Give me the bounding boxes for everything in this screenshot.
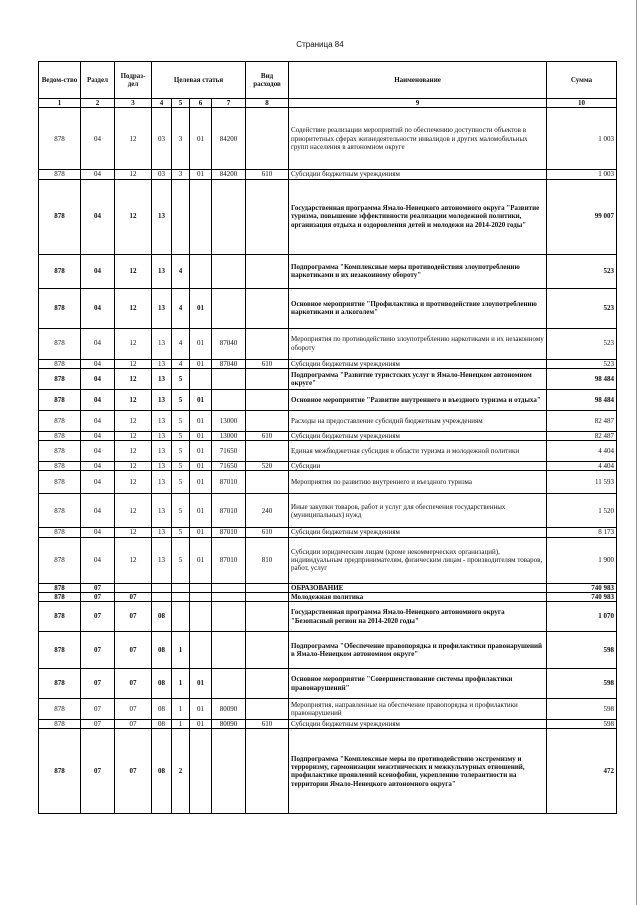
razdel-cell: 07 xyxy=(81,699,115,720)
name-cell: Субсидии xyxy=(289,462,547,471)
ts-program-cell: 13 xyxy=(152,254,172,288)
ts-subprogram-cell: 5 xyxy=(172,528,190,537)
razdel-cell: 04 xyxy=(81,254,115,288)
table-row xyxy=(39,699,617,720)
sum-cell: 1 003 xyxy=(547,108,617,170)
col-number: 6 xyxy=(190,99,212,108)
vedomstvo-cell: 878 xyxy=(39,170,81,179)
ts-subprogram-cell: 1 xyxy=(172,699,190,720)
podrazdel-cell: 12 xyxy=(115,431,152,440)
expense-type-cell xyxy=(246,602,289,632)
podrazdel-cell: 07 xyxy=(115,669,152,699)
table-row xyxy=(39,431,617,440)
ts-event-cell xyxy=(190,592,212,601)
ts-event-cell: 01 xyxy=(190,528,212,537)
sum-cell: 740 983 xyxy=(547,592,617,601)
podrazdel-cell: 07 xyxy=(115,592,152,601)
ts-event-cell: 01 xyxy=(190,471,212,494)
ts-subprogram-cell: 5 xyxy=(172,441,190,462)
ts-event-cell: 01 xyxy=(190,410,212,431)
ts-event-cell: 01 xyxy=(190,462,212,471)
sum-cell: 11 593 xyxy=(547,471,617,494)
podrazdel-cell: 12 xyxy=(115,359,152,368)
sum-cell: 1 070 xyxy=(547,602,617,632)
name-cell: Мероприятия по противодействию злоупотреблению наркотиками и их незаконному обороту xyxy=(289,328,547,359)
ts-subprogram-cell: 5 xyxy=(172,494,190,528)
col-number: 1 xyxy=(39,99,81,108)
sum-cell: 598 xyxy=(547,632,617,669)
ts-program-cell: 13 xyxy=(152,462,172,471)
vedomstvo-cell: 878 xyxy=(39,368,81,389)
vedomstvo-cell: 878 xyxy=(39,431,81,440)
expense-type-cell: 610 xyxy=(246,720,289,729)
vedomstvo-cell: 878 xyxy=(39,583,81,592)
podrazdel-cell: 12 xyxy=(115,462,152,471)
razdel-cell: 04 xyxy=(81,431,115,440)
podrazdel-cell: 07 xyxy=(115,602,152,632)
col-number: 3 xyxy=(115,99,152,108)
ts-program-cell: 08 xyxy=(152,632,172,669)
ts-program-cell xyxy=(152,583,172,592)
sum-cell: 4 404 xyxy=(547,441,617,462)
name-cell: Государственная программа Ямало-Ненецкого автономного округа "Безопасный регион на 2014-2020 годы" xyxy=(289,602,547,632)
ts-event-cell: 01 xyxy=(190,108,212,170)
table-row xyxy=(39,108,617,170)
ts-event-cell: 01 xyxy=(190,537,212,583)
ts-program-cell xyxy=(152,592,172,601)
col-number: 10 xyxy=(547,99,617,108)
ts-subprogram-cell: 5 xyxy=(172,462,190,471)
ts-event-cell: 01 xyxy=(190,699,212,720)
ts-event-cell xyxy=(190,583,212,592)
vedomstvo-cell: 878 xyxy=(39,528,81,537)
sum-cell: 99 007 xyxy=(547,179,617,254)
ts-direction-cell: 13000 xyxy=(212,410,246,431)
razdel-cell: 07 xyxy=(81,729,115,814)
table-row xyxy=(39,729,617,814)
ts-direction-cell: 87040 xyxy=(212,328,246,359)
ts-subprogram-cell: 4 xyxy=(172,359,190,368)
vedomstvo-cell: 878 xyxy=(39,410,81,431)
table-header-row xyxy=(39,62,617,99)
name-cell: Основное мероприятие "Развитие внутреннего и въездного туризма и отдыха" xyxy=(289,389,547,410)
sum-cell: 523 xyxy=(547,288,617,328)
ts-event-cell: 01 xyxy=(190,328,212,359)
sum-cell: 1 520 xyxy=(547,494,617,528)
table-row xyxy=(39,179,617,254)
podrazdel-cell: 12 xyxy=(115,368,152,389)
table-row xyxy=(39,537,617,583)
vedomstvo-cell: 878 xyxy=(39,537,81,583)
ts-event-cell: 01 xyxy=(190,669,212,699)
ts-program-cell: 13 xyxy=(152,431,172,440)
name-cell: Государственная программа Ямало-Ненецкого автономного округа "Развитие туризма, повышение эффективности реализации молодежной политики, организация отдыха и оздоровления детей и молодежи на 2014-2020 годы" xyxy=(289,179,547,254)
podrazdel-cell: 12 xyxy=(115,288,152,328)
expense-type-cell xyxy=(246,441,289,462)
podrazdel-cell: 12 xyxy=(115,441,152,462)
ts-event-cell xyxy=(190,254,212,288)
table-row xyxy=(39,368,617,389)
table-row xyxy=(39,528,617,537)
expense-type-cell: 810 xyxy=(246,537,289,583)
table-row xyxy=(39,669,617,699)
expense-type-cell xyxy=(246,328,289,359)
ts-direction-cell: 80090 xyxy=(212,720,246,729)
header-podrazdel: Подраз-дел xyxy=(115,62,152,99)
table-row xyxy=(39,462,617,471)
razdel-cell: 07 xyxy=(81,720,115,729)
ts-subprogram-cell: 2 xyxy=(172,729,190,814)
name-cell: Подпрограмма "Комплексные меры противодействия злоупотреблению наркотиками и их незаконному обороту" xyxy=(289,254,547,288)
vedomstvo-cell: 878 xyxy=(39,359,81,368)
razdel-cell: 04 xyxy=(81,179,115,254)
expense-type-cell: 520 xyxy=(246,462,289,471)
vedomstvo-cell: 878 xyxy=(39,494,81,528)
razdel-cell: 04 xyxy=(81,471,115,494)
expense-type-cell: 610 xyxy=(246,528,289,537)
ts-direction-cell: 87010 xyxy=(212,528,246,537)
col-number: 9 xyxy=(289,99,547,108)
razdel-cell: 07 xyxy=(81,583,115,592)
expense-type-cell xyxy=(246,410,289,431)
ts-subprogram-cell: 5 xyxy=(172,537,190,583)
ts-subprogram-cell: 4 xyxy=(172,254,190,288)
vedomstvo-cell: 878 xyxy=(39,602,81,632)
table-row xyxy=(39,592,617,601)
table-row xyxy=(39,632,617,669)
col-number: 5 xyxy=(172,99,190,108)
name-cell: Единая межбюджетная субсидия в области туризма и молодежной политики xyxy=(289,441,547,462)
expense-type-cell xyxy=(246,632,289,669)
razdel-cell: 04 xyxy=(81,410,115,431)
sum-cell: 523 xyxy=(547,328,617,359)
sum-cell: 1 900 xyxy=(547,537,617,583)
table-row xyxy=(39,602,617,632)
razdel-cell: 04 xyxy=(81,389,115,410)
expense-type-cell xyxy=(246,368,289,389)
table-row xyxy=(39,441,617,462)
ts-event-cell: 01 xyxy=(190,389,212,410)
vedomstvo-cell: 878 xyxy=(39,632,81,669)
table-row xyxy=(39,471,617,494)
name-cell: Субсидии бюджетным учреждениям xyxy=(289,170,547,179)
ts-subprogram-cell: 1 xyxy=(172,720,190,729)
sum-cell: 82 487 xyxy=(547,431,617,440)
scan-edge-line xyxy=(636,0,637,905)
table-row xyxy=(39,170,617,179)
ts-program-cell: 13 xyxy=(152,368,172,389)
vedomstvo-cell: 878 xyxy=(39,254,81,288)
ts-subprogram-cell: 4 xyxy=(172,328,190,359)
podrazdel-cell: 12 xyxy=(115,179,152,254)
podrazdel-cell: 12 xyxy=(115,108,152,170)
name-cell: Субсидии юридическим лицам (кроме некоммерческих организаций), индивидуальным предпринимателям, физическим лицам - производителям товаров, работ, услуг xyxy=(289,537,547,583)
expense-type-cell: 240 xyxy=(246,494,289,528)
ts-direction-cell xyxy=(212,729,246,814)
ts-direction-cell xyxy=(212,288,246,328)
razdel-cell: 07 xyxy=(81,602,115,632)
vedomstvo-cell: 878 xyxy=(39,592,81,601)
sum-cell: 598 xyxy=(547,720,617,729)
expense-type-cell xyxy=(246,471,289,494)
razdel-cell: 04 xyxy=(81,288,115,328)
ts-subprogram-cell: 3 xyxy=(172,170,190,179)
sum-cell: 4 404 xyxy=(547,462,617,471)
col-number: 8 xyxy=(246,99,289,108)
razdel-cell: 04 xyxy=(81,494,115,528)
razdel-cell: 07 xyxy=(81,669,115,699)
ts-event-cell: 01 xyxy=(190,431,212,440)
ts-event-cell xyxy=(190,179,212,254)
podrazdel-cell: 12 xyxy=(115,389,152,410)
col-number: 7 xyxy=(212,99,246,108)
podrazdel-cell: 12 xyxy=(115,254,152,288)
razdel-cell: 04 xyxy=(81,462,115,471)
page-label: Страница 84 xyxy=(296,40,344,49)
ts-subprogram-cell xyxy=(172,179,190,254)
ts-program-cell: 08 xyxy=(152,720,172,729)
podrazdel-cell: 12 xyxy=(115,528,152,537)
ts-direction-cell: 71650 xyxy=(212,441,246,462)
ts-direction-cell: 87010 xyxy=(212,471,246,494)
podrazdel-cell: 12 xyxy=(115,494,152,528)
table-row xyxy=(39,583,617,592)
ts-direction-cell: 87010 xyxy=(212,537,246,583)
sum-cell: 740 983 xyxy=(547,583,617,592)
ts-program-cell: 13 xyxy=(152,441,172,462)
table-row xyxy=(39,254,617,288)
ts-direction-cell xyxy=(212,583,246,592)
ts-direction-cell xyxy=(212,669,246,699)
name-cell: Субсидии бюджетным учреждениям xyxy=(289,528,547,537)
header-razdel: Раздел xyxy=(81,62,115,99)
razdel-cell: 04 xyxy=(81,528,115,537)
razdel-cell: 04 xyxy=(81,359,115,368)
name-cell: Основное мероприятие "Профилактика и противодействие злоупотреблению наркотиками и алкоголем" xyxy=(289,288,547,328)
vedomstvo-cell: 878 xyxy=(39,288,81,328)
vedomstvo-cell: 878 xyxy=(39,441,81,462)
ts-program-cell: 13 xyxy=(152,471,172,494)
ts-direction-cell xyxy=(212,389,246,410)
name-cell: Молодежная политика xyxy=(289,592,547,601)
sum-cell: 598 xyxy=(547,669,617,699)
ts-program-cell: 13 xyxy=(152,328,172,359)
razdel-cell: 04 xyxy=(81,441,115,462)
ts-event-cell: 01 xyxy=(190,720,212,729)
razdel-cell: 04 xyxy=(81,368,115,389)
vedomstvo-cell: 878 xyxy=(39,699,81,720)
sum-cell: 523 xyxy=(547,254,617,288)
vedomstvo-cell: 878 xyxy=(39,471,81,494)
ts-subprogram-cell: 5 xyxy=(172,368,190,389)
ts-direction-cell xyxy=(212,254,246,288)
sum-cell: 98 484 xyxy=(547,368,617,389)
ts-program-cell: 13 xyxy=(152,179,172,254)
name-cell: ОБРАЗОВАНИЕ xyxy=(289,583,547,592)
sum-cell: 98 484 xyxy=(547,389,617,410)
ts-direction-cell: 80090 xyxy=(212,699,246,720)
ts-direction-cell xyxy=(212,632,246,669)
table-row xyxy=(39,288,617,328)
expense-type-cell xyxy=(246,583,289,592)
expense-type-cell xyxy=(246,699,289,720)
table-row xyxy=(39,494,617,528)
sum-cell: 8 173 xyxy=(547,528,617,537)
vedomstvo-cell: 878 xyxy=(39,179,81,254)
razdel-cell: 04 xyxy=(81,108,115,170)
ts-program-cell: 13 xyxy=(152,537,172,583)
sum-cell: 523 xyxy=(547,359,617,368)
ts-subprogram-cell: 1 xyxy=(172,669,190,699)
expense-type-cell: 610 xyxy=(246,431,289,440)
vedomstvo-cell: 878 xyxy=(39,729,81,814)
expense-type-cell xyxy=(246,729,289,814)
name-cell: Содействие реализации мероприятий по обеспечению доступности объектов в приоритетных сферах жизнедеятельности инвалидов и других маломобильных групп населения в автономном округе xyxy=(289,108,547,170)
ts-event-cell: 01 xyxy=(190,359,212,368)
vedomstvo-cell: 878 xyxy=(39,720,81,729)
name-cell: Мероприятия, направленные на обеспечение правопорядка и профилактики правонарушений xyxy=(289,699,547,720)
vedomstvo-cell: 878 xyxy=(39,328,81,359)
razdel-cell: 04 xyxy=(81,537,115,583)
ts-direction-cell: 84200 xyxy=(212,108,246,170)
ts-direction-cell xyxy=(212,368,246,389)
ts-program-cell: 08 xyxy=(152,602,172,632)
razdel-cell: 04 xyxy=(81,170,115,179)
ts-subprogram-cell xyxy=(172,602,190,632)
vedomstvo-cell: 878 xyxy=(39,108,81,170)
ts-subprogram-cell: 5 xyxy=(172,471,190,494)
name-cell: Мероприятия по развитию внутреннего и въездного туризма xyxy=(289,471,547,494)
expense-type-cell xyxy=(246,108,289,170)
table-row xyxy=(39,410,617,431)
podrazdel-cell xyxy=(115,583,152,592)
ts-event-cell: 01 xyxy=(190,494,212,528)
name-cell: Субсидии бюджетным учреждениям xyxy=(289,431,547,440)
razdel-cell: 07 xyxy=(81,632,115,669)
name-cell: Подпрограмма "Комплексные меры по противодействию экстремизму и терроризму, гармонизации межэтнических и межкультурных отношений, профилактике проявлений ксенофобии, укреплению толерантности на территории Ямало-Ненецкого автономного округа" xyxy=(289,729,547,814)
expense-type-cell xyxy=(246,179,289,254)
name-cell: Расходы на предоставление субсидий бюджетным учреждениям xyxy=(289,410,547,431)
ts-subprogram-cell xyxy=(172,583,190,592)
podrazdel-cell: 07 xyxy=(115,720,152,729)
ts-program-cell: 13 xyxy=(152,494,172,528)
podrazdel-cell: 12 xyxy=(115,471,152,494)
name-cell: Иные закупки товаров, работ и услуг для обеспечения государственных (муниципальных) нужд xyxy=(289,494,547,528)
ts-subprogram-cell: 5 xyxy=(172,410,190,431)
header-expense-type: Вид расходов xyxy=(246,62,289,99)
ts-program-cell: 13 xyxy=(152,359,172,368)
podrazdel-cell: 07 xyxy=(115,729,152,814)
ts-program-cell: 13 xyxy=(152,288,172,328)
table-row xyxy=(39,359,617,368)
razdel-cell: 07 xyxy=(81,592,115,601)
ts-subprogram-cell: 3 xyxy=(172,108,190,170)
podrazdel-cell: 12 xyxy=(115,170,152,179)
ts-program-cell: 08 xyxy=(152,669,172,699)
ts-event-cell xyxy=(190,368,212,389)
name-cell: Субсидии бюджетным учреждениям xyxy=(289,359,547,368)
expense-type-cell xyxy=(246,592,289,601)
header-name: Наименование xyxy=(289,62,547,99)
col-number: 4 xyxy=(152,99,172,108)
ts-program-cell: 13 xyxy=(152,410,172,431)
ts-subprogram-cell: 4 xyxy=(172,288,190,328)
vedomstvo-cell: 878 xyxy=(39,389,81,410)
podrazdel-cell: 12 xyxy=(115,537,152,583)
ts-event-cell: 01 xyxy=(190,170,212,179)
expense-type-cell xyxy=(246,254,289,288)
ts-subprogram-cell: 5 xyxy=(172,431,190,440)
podrazdel-cell: 07 xyxy=(115,699,152,720)
ts-event-cell xyxy=(190,729,212,814)
ts-subprogram-cell: 5 xyxy=(172,389,190,410)
ts-direction-cell xyxy=(212,602,246,632)
header-sum: Сумма xyxy=(547,62,617,99)
ts-program-cell: 08 xyxy=(152,729,172,814)
expense-type-cell xyxy=(246,389,289,410)
ts-direction-cell xyxy=(212,179,246,254)
header-vedomstvo: Ведом-ство xyxy=(39,62,81,99)
ts-event-cell xyxy=(190,602,212,632)
col-number: 2 xyxy=(81,99,115,108)
sum-cell: 472 xyxy=(547,729,617,814)
ts-event-cell: 01 xyxy=(190,441,212,462)
expense-type-cell xyxy=(246,288,289,328)
ts-program-cell: 13 xyxy=(152,528,172,537)
podrazdel-cell: 07 xyxy=(115,632,152,669)
name-cell: Основное мероприятие "Совершенствование системы профилактики правонарушений" xyxy=(289,669,547,699)
name-cell: Подпрограмма "Развитие туристских услуг в Ямало-Ненецком автономном округе" xyxy=(289,368,547,389)
ts-direction-cell xyxy=(212,592,246,601)
header-target-article: Целевая статья xyxy=(152,62,246,99)
ts-direction-cell: 13000 xyxy=(212,431,246,440)
expense-type-cell: 610 xyxy=(246,170,289,179)
ts-subprogram-cell: 1 xyxy=(172,632,190,669)
vedomstvo-cell: 878 xyxy=(39,462,81,471)
ts-event-cell xyxy=(190,632,212,669)
table-row xyxy=(39,720,617,729)
ts-direction-cell: 84200 xyxy=(212,170,246,179)
podrazdel-cell: 12 xyxy=(115,328,152,359)
razdel-cell: 04 xyxy=(81,328,115,359)
name-cell: Субсидии бюджетным учреждениям xyxy=(289,720,547,729)
expense-type-cell xyxy=(246,669,289,699)
sum-cell: 82 487 xyxy=(547,410,617,431)
ts-program-cell: 03 xyxy=(152,108,172,170)
vedomstvo-cell: 878 xyxy=(39,669,81,699)
ts-direction-cell: 87010 xyxy=(212,494,246,528)
name-cell: Подпрограмма "Обеспечение правопорядка и профилактики правонарушений в Ямало-Ненецком автономном округе" xyxy=(289,632,547,669)
ts-direction-cell: 71650 xyxy=(212,462,246,471)
expense-type-cell: 610 xyxy=(246,359,289,368)
sum-cell: 598 xyxy=(547,699,617,720)
column-number-row xyxy=(39,99,617,108)
table-row xyxy=(39,389,617,410)
ts-subprogram-cell xyxy=(172,592,190,601)
ts-event-cell: 01 xyxy=(190,288,212,328)
podrazdel-cell: 12 xyxy=(115,410,152,431)
ts-direction-cell: 87040 xyxy=(212,359,246,368)
ts-program-cell: 08 xyxy=(152,699,172,720)
budget-table xyxy=(38,61,617,814)
ts-program-cell: 03 xyxy=(152,170,172,179)
table-row xyxy=(39,328,617,359)
ts-program-cell: 13 xyxy=(152,389,172,410)
sum-cell: 1 003 xyxy=(547,170,617,179)
